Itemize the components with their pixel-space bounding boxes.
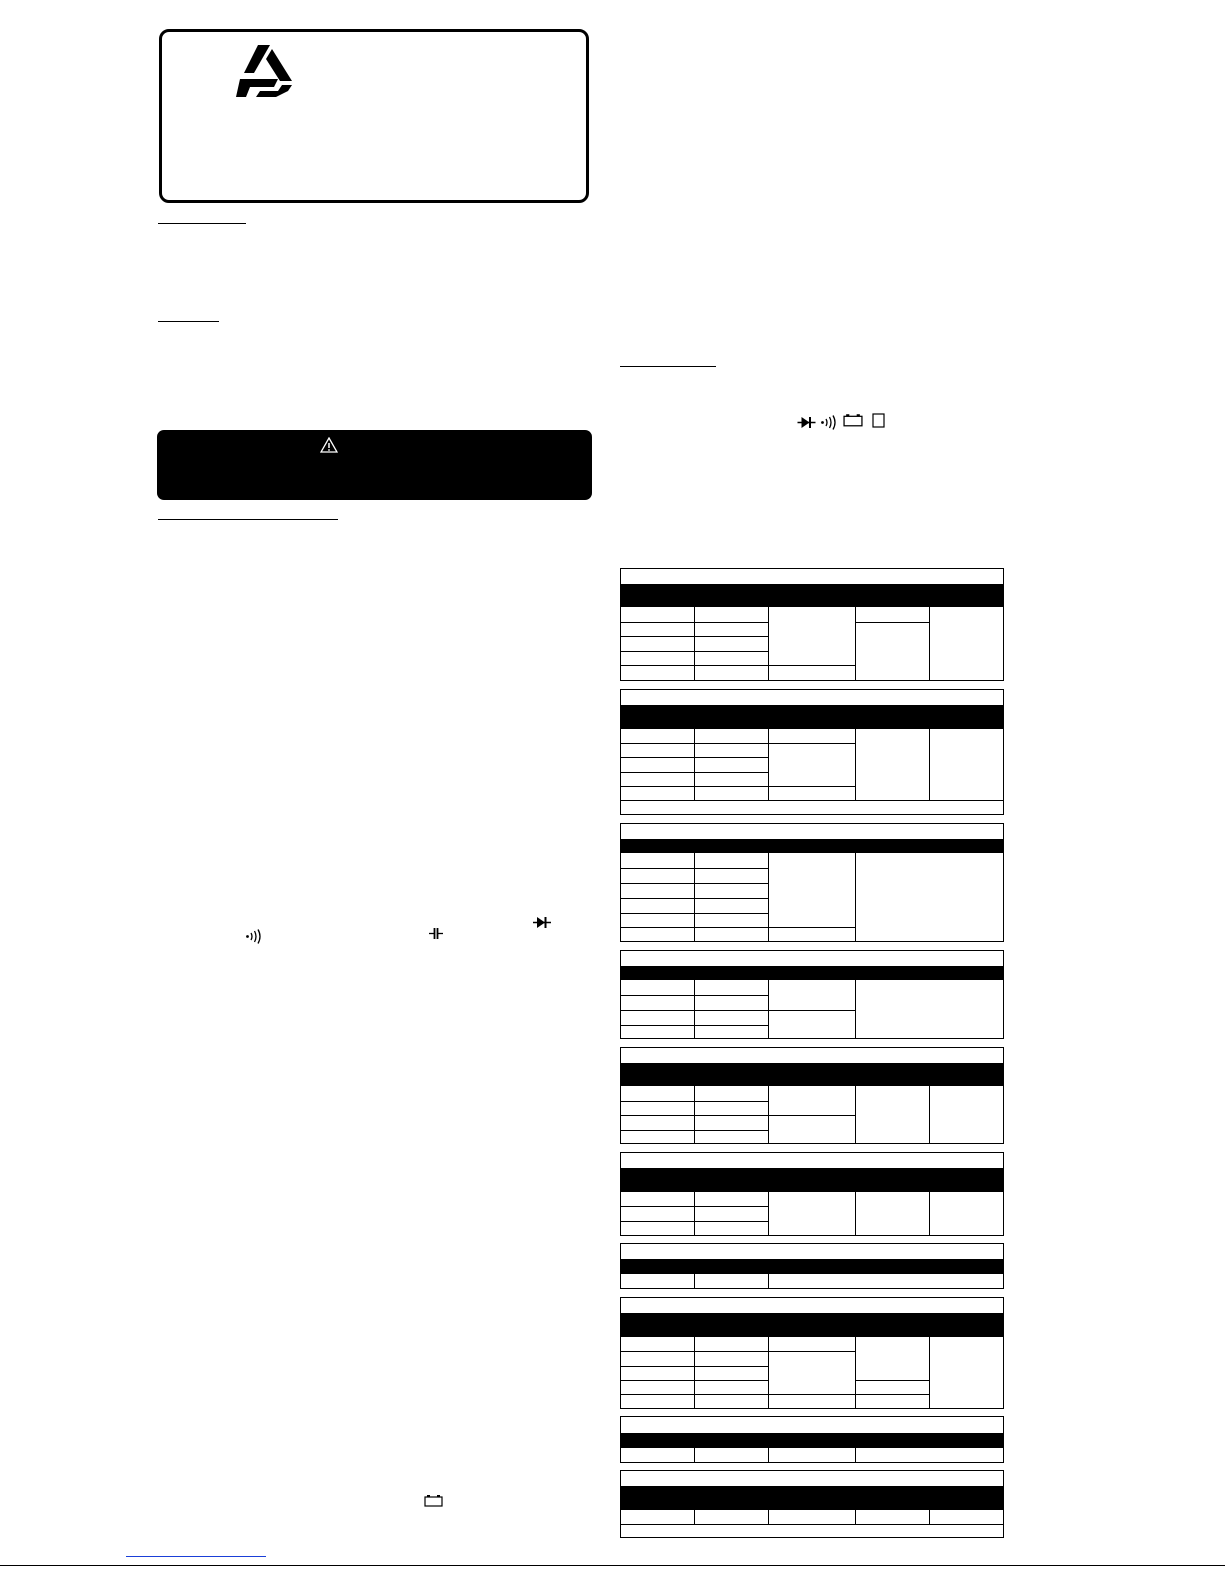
- warning-triangle-icon: [320, 437, 338, 453]
- spec-table-header-band: [621, 966, 1003, 980]
- spec-table-header-band: [621, 839, 1003, 853]
- table-column-rule: [694, 1337, 695, 1409]
- table-column-rule: [694, 1086, 695, 1144]
- table-column-rule: [855, 980, 856, 1039]
- table-column-rule: [768, 853, 769, 942]
- table-column-rule: [855, 607, 856, 681]
- table-column-rule: [855, 1510, 856, 1524]
- table-row-rule: [621, 800, 1004, 801]
- table-column-rule: [694, 729, 695, 800]
- page-bottom-rule: [0, 1565, 1225, 1566]
- spec-table-header-band: [621, 705, 1003, 729]
- table-row-rule: [855, 1380, 929, 1381]
- table-column-rule: [694, 607, 695, 681]
- table-column-rule: [694, 1192, 695, 1236]
- table-column-rule: [768, 980, 769, 1039]
- table-row-rule: [621, 665, 855, 666]
- table-column-rule: [855, 1448, 856, 1463]
- spec-table: [620, 1152, 1004, 1236]
- table-row-rule: [621, 927, 855, 928]
- triangular-arrows-logo-icon: [236, 45, 292, 97]
- table-column-rule: [768, 1086, 769, 1144]
- spec-table: [620, 823, 1004, 942]
- spec-table-header-band: [621, 1313, 1003, 1337]
- warning-banner: [157, 430, 592, 500]
- table-row-rule: [621, 786, 855, 787]
- table-row-rule: [621, 1394, 929, 1395]
- spec-table-header-band: [621, 1433, 1003, 1448]
- spec-table: [620, 1470, 1004, 1538]
- spec-table: [620, 950, 1004, 1039]
- battery-icon: [424, 1494, 443, 1507]
- table-column-rule: [929, 1510, 930, 1524]
- spec-table-header-band: [621, 1486, 1003, 1510]
- table-column-rule: [694, 1274, 695, 1289]
- table-column-rule: [929, 1086, 930, 1144]
- continuity-beeper-icon: [245, 929, 263, 944]
- spec-table: [620, 568, 1004, 681]
- spec-table: [620, 689, 1004, 815]
- section-heading-underline: [158, 519, 338, 520]
- spec-table: [620, 1047, 1004, 1144]
- table-row-rule: [621, 1524, 1004, 1525]
- table-column-rule: [768, 607, 769, 681]
- table-column-rule: [694, 980, 695, 1039]
- battery-icon: [843, 413, 863, 427]
- footer-link-underline[interactable]: [126, 1556, 266, 1557]
- table-column-rule: [855, 853, 856, 942]
- spec-table-header-band: [621, 584, 1003, 607]
- table-column-rule: [694, 1510, 695, 1524]
- diode-icon: [797, 416, 816, 429]
- table-row-rule: [855, 622, 929, 623]
- continuity-beeper-icon: [820, 415, 838, 430]
- table-column-rule: [929, 1192, 930, 1236]
- table-row-rule: [621, 1351, 855, 1352]
- table-row-rule: [621, 743, 855, 744]
- table-row-rule: [621, 1010, 855, 1011]
- table-column-rule: [768, 1510, 769, 1524]
- table-column-rule: [929, 729, 930, 800]
- table-row-rule: [621, 1115, 855, 1116]
- table-column-rule: [855, 729, 856, 800]
- logo-box: [159, 29, 589, 203]
- spec-table-header-band: [621, 1259, 1003, 1274]
- spec-table: [620, 1243, 1004, 1289]
- table-column-rule: [929, 607, 930, 681]
- section-heading-underline: [158, 321, 219, 322]
- section-heading-underline: [158, 223, 246, 224]
- table-column-rule: [694, 853, 695, 942]
- table-column-rule: [694, 1448, 695, 1463]
- capacitor-icon: [429, 927, 443, 940]
- spec-table-header-band: [621, 1063, 1003, 1086]
- table-column-rule: [855, 1192, 856, 1236]
- table-column-rule: [768, 1274, 769, 1289]
- spec-table: [620, 1416, 1004, 1463]
- diode-icon: [533, 916, 551, 929]
- table-column-rule: [768, 1192, 769, 1236]
- square-box-icon: [872, 413, 885, 428]
- table-column-rule: [855, 1337, 856, 1409]
- spec-table: [620, 1297, 1004, 1409]
- table-column-rule: [768, 1448, 769, 1463]
- section-heading-underline: [620, 366, 716, 367]
- table-column-rule: [768, 729, 769, 800]
- table-column-rule: [855, 1086, 856, 1144]
- table-column-rule: [768, 1337, 769, 1409]
- table-column-rule: [929, 1337, 930, 1409]
- spec-table-header-band: [621, 1168, 1003, 1192]
